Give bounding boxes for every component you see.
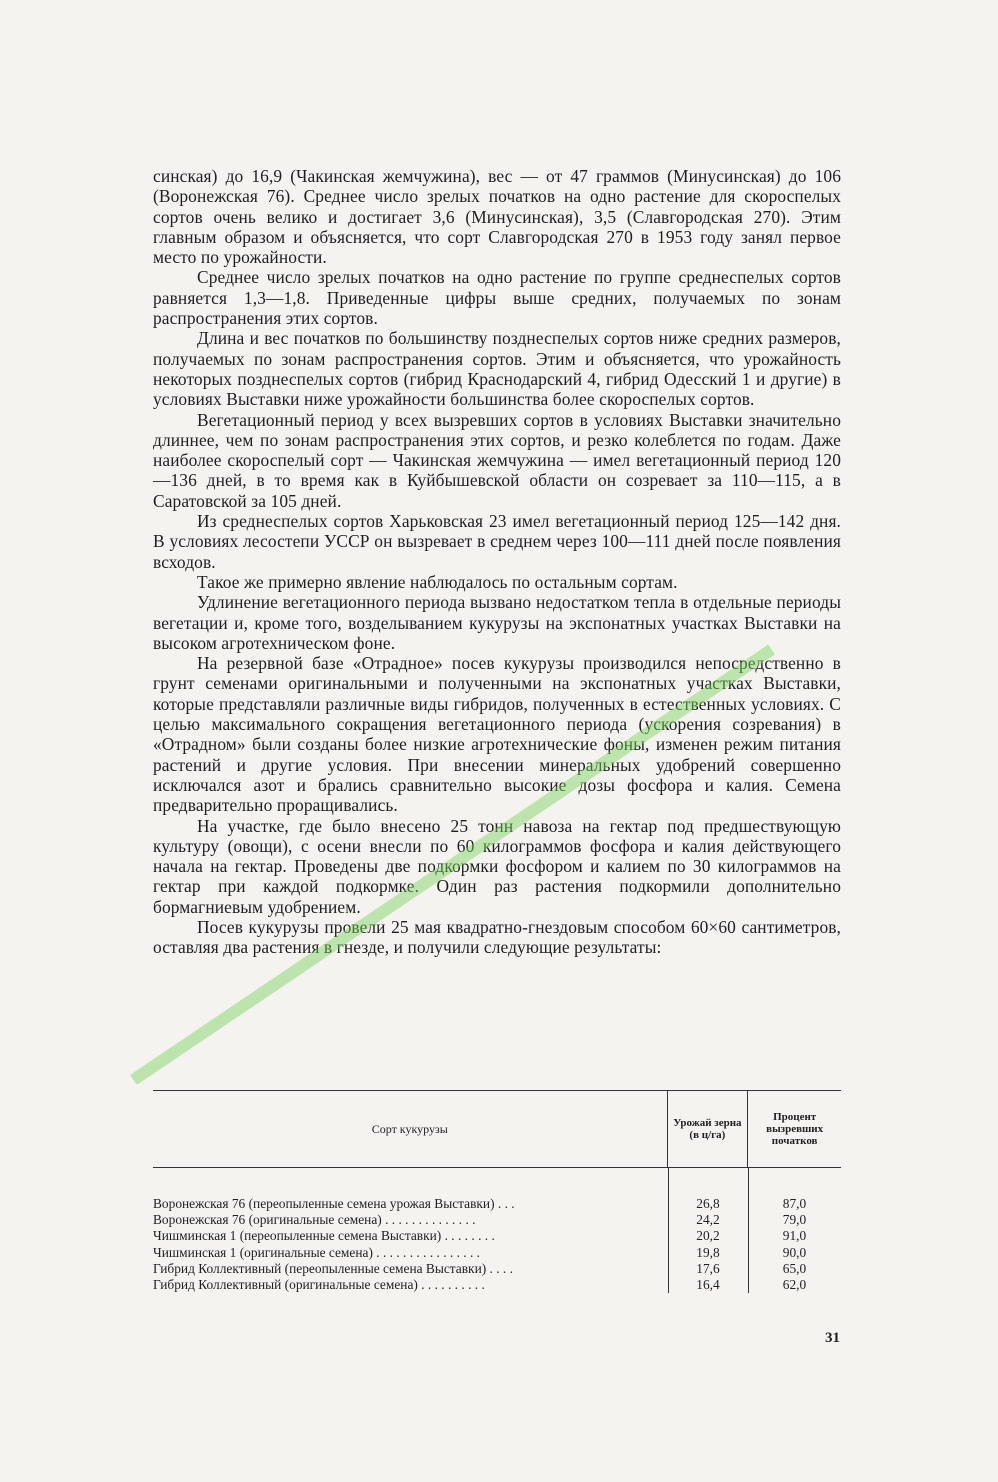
table-row bbox=[153, 1196, 841, 1212]
header-percent: Процент вызревших початков bbox=[747, 1091, 841, 1167]
cell-percent: 90,0 bbox=[782, 1244, 807, 1260]
table-header bbox=[153, 1090, 841, 1168]
cell-yield: 24,2 bbox=[696, 1212, 720, 1228]
results-table bbox=[153, 1090, 841, 1293]
cell-variety: Воронежская 76 (оригинальные семена) . . . . . . . . . . . . . . bbox=[153, 1212, 476, 1228]
paragraph: Такое же примерно явление наблюдалось по остальным сортам. bbox=[197, 571, 678, 592]
cell-percent: 65,0 bbox=[782, 1260, 807, 1276]
table-row bbox=[153, 1245, 841, 1261]
cell-variety: Чишминская 1 (оригинальные семена) . . . . . . . . . . . . . . . . bbox=[153, 1244, 481, 1260]
table-row bbox=[153, 1261, 841, 1277]
paragraph: Удлинение вегетационного периода вызвано недостатком тепла в отдельные периоды вегетации и, кроме того, возделыванием кукурузы на экспонатных участках Выставки на высоком агротехническом фоне. bbox=[153, 592, 841, 653]
cell-percent: 91,0 bbox=[782, 1228, 807, 1244]
table-row bbox=[153, 1277, 841, 1293]
paragraph: Из среднеспелых сортов Харьковская 23 имел вегетационный период 125—142 дня. В условиях лесостепи УССР он вызревает в среднем через 100—111 дней после появления всходов. bbox=[153, 511, 841, 572]
paragraph: На участке, где было внесено 25 тонн навоза на гектар под предшествующую культуру (овощи), с осени внесли по 60 килограммов фосфора и калия действующего начала на гектар. Проведены две подкормки фосфором и калием по 30 килограммов на гектар при каждой подкормке. Один раз растения подкормили дополнительно бормагниевым удобрением. bbox=[153, 815, 841, 917]
column-divider bbox=[748, 1168, 749, 1293]
cell-variety: Гибрид Коллективный (переопыленные семена Выставки) . . . . bbox=[153, 1260, 513, 1276]
header-yield: Урожай зерна (в ц/га) bbox=[667, 1091, 748, 1167]
cell-variety: Воронежская 76 (переопыленные семена урожая Выставки) . . . bbox=[153, 1196, 515, 1211]
cell-percent: 79,0 bbox=[782, 1212, 807, 1228]
paragraph: Посев кукурузы провели 25 мая квадратно-гнездовым способом 60×60 сантиметров, оставляя два растения в гнезде, и получили следующие результаты: bbox=[153, 916, 841, 958]
table-body bbox=[153, 1196, 841, 1293]
paragraph: Вегетационный период у всех вызревших сортов в условиях Выставки значительно длиннее, чем по зонам распространения этих сортов, и резко колеблется по годам. Даже наиболее скороспелый сорт — Чакинская жемчужина — имел вегетационный период 120—136 дней, в то время как в Куйбышевской области он созревает за 110—115, а в Саратовской за 105 дней. bbox=[153, 409, 841, 511]
cell-yield: 19,8 bbox=[696, 1244, 720, 1260]
cell-yield: 26,8 bbox=[696, 1196, 720, 1211]
cell-percent: 87,0 bbox=[782, 1196, 807, 1211]
cell-percent: 62,0 bbox=[782, 1276, 807, 1292]
cell-variety: Чишминская 1 (переопыленные семена Выставки) . . . . . . . . bbox=[153, 1228, 495, 1244]
cell-variety: Гибрид Коллективный (оригинальные семена) . . . . . . . . . . bbox=[153, 1276, 485, 1292]
paragraph: синская) до 16,9 (Чакинская жемчужина), вес — от 47 граммов (Минусинская) до 106 (Воронежская 76). Среднее число зрелых початков на одно растение для скороспелых сортов очень велико и достигает 3,6 (Минусинская), 3,5 (Славгородская 270). Этим главным образом и объясняется, что сорт Славгородская 270 в 1953 году занял первое место по урожайности. bbox=[153, 166, 841, 268]
cell-yield: 20,2 bbox=[696, 1228, 720, 1244]
cell-yield: 17,6 bbox=[696, 1260, 720, 1276]
table-row bbox=[153, 1228, 841, 1244]
cell-yield: 16,4 bbox=[696, 1276, 720, 1292]
table-row bbox=[153, 1212, 841, 1228]
page-number: 31 bbox=[825, 1330, 840, 1346]
column-divider bbox=[668, 1168, 669, 1293]
paragraph: Длина и вес початков по большинству позднеспелых сортов ниже средних размеров, получаемых по зонам распространения сортов. Этим и объясняется, что урожайность некоторых позднеспелых сортов (гибрид Краснодарский 4, гибрид Одесский 1 и другие) в условиях Выставки ниже урожайности большинства более скороспелых сортов. bbox=[153, 328, 841, 410]
header-variety: Сорт кукурузы bbox=[371, 1122, 448, 1136]
paragraph: Среднее число зрелых початков на одно растение по группе среднеспелых сортов равняется 1,3—1,8. Приведенные цифры выше средних, получаемых по зонам распространения этих сортов. bbox=[153, 267, 841, 329]
paragraph: На резервной базе «Отрадное» посев кукурузы производился непосредственно в грунт семенами оригинальными и полученными на экспонатных участках Выставки, которые представляли различные виды гибридов, полученных в естественных условиях. С целью максимального сокращения вегетационного периода (ускорения созревания) в «Отрадном» были созданы более низкие агротехнические фоны, изменен режим питания растений и другие условия. При внесении минеральных удобрений совершенно исключался азот и брались сравнительно высокие дозы фосфора и калия. Семена предварительно проращивались. bbox=[153, 653, 841, 816]
body-text bbox=[153, 166, 841, 958]
